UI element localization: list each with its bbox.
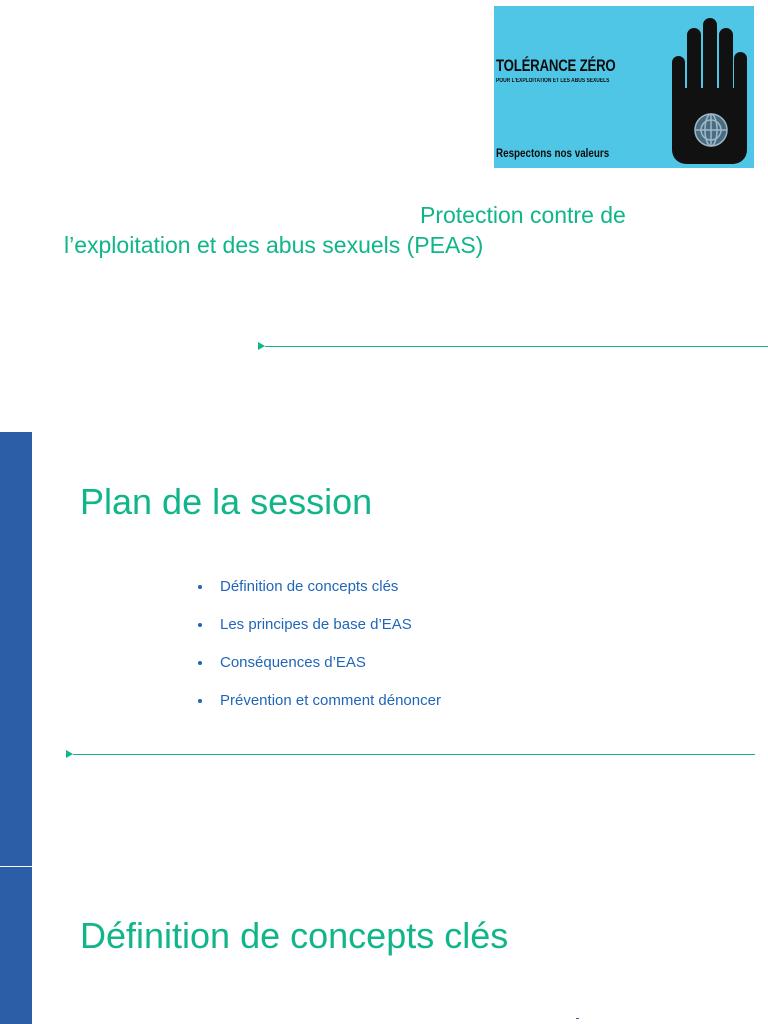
slide-separator xyxy=(0,866,32,867)
tolerance-zero-logo xyxy=(494,6,754,168)
agenda-heading: Plan de la session xyxy=(80,481,373,522)
slide-agenda xyxy=(0,432,768,866)
list-item: Prévention et comment dénoncer xyxy=(196,686,441,724)
definitions-heading: Définition de concepts clés xyxy=(80,915,509,956)
list-item: Les principes de base d’EAS xyxy=(196,610,441,648)
logo-subtitle: POUR L'EXPLOITATION ET LES ABUS SEXUELS xyxy=(496,78,610,84)
slide-definitions xyxy=(0,866,768,1024)
title-line-2: l’exploitation et des abus sexuels (PEAS) xyxy=(64,232,484,258)
title-line-1: Protection contre de xyxy=(420,202,626,228)
divider-line xyxy=(73,754,755,755)
raised-hand-icon xyxy=(670,18,750,164)
presentation-title xyxy=(64,200,704,260)
decorative-mark xyxy=(576,1018,579,1019)
list-item: Conséquences d’EAS xyxy=(196,648,441,686)
slide-sidebar xyxy=(0,866,32,1024)
slide-sidebar xyxy=(0,432,32,866)
arrow-marker-icon xyxy=(66,750,73,758)
logo-tagline: Respectons nos valeurs xyxy=(496,146,610,160)
un-emblem-icon xyxy=(695,114,727,146)
agenda-list xyxy=(196,572,441,724)
list-item: Définition de concepts clés xyxy=(196,572,441,610)
arrow-marker-icon xyxy=(258,342,265,350)
divider-line xyxy=(265,346,768,347)
slide-title xyxy=(0,0,768,432)
logo-title: TOLÉRANCE ZÉRO xyxy=(496,56,616,75)
